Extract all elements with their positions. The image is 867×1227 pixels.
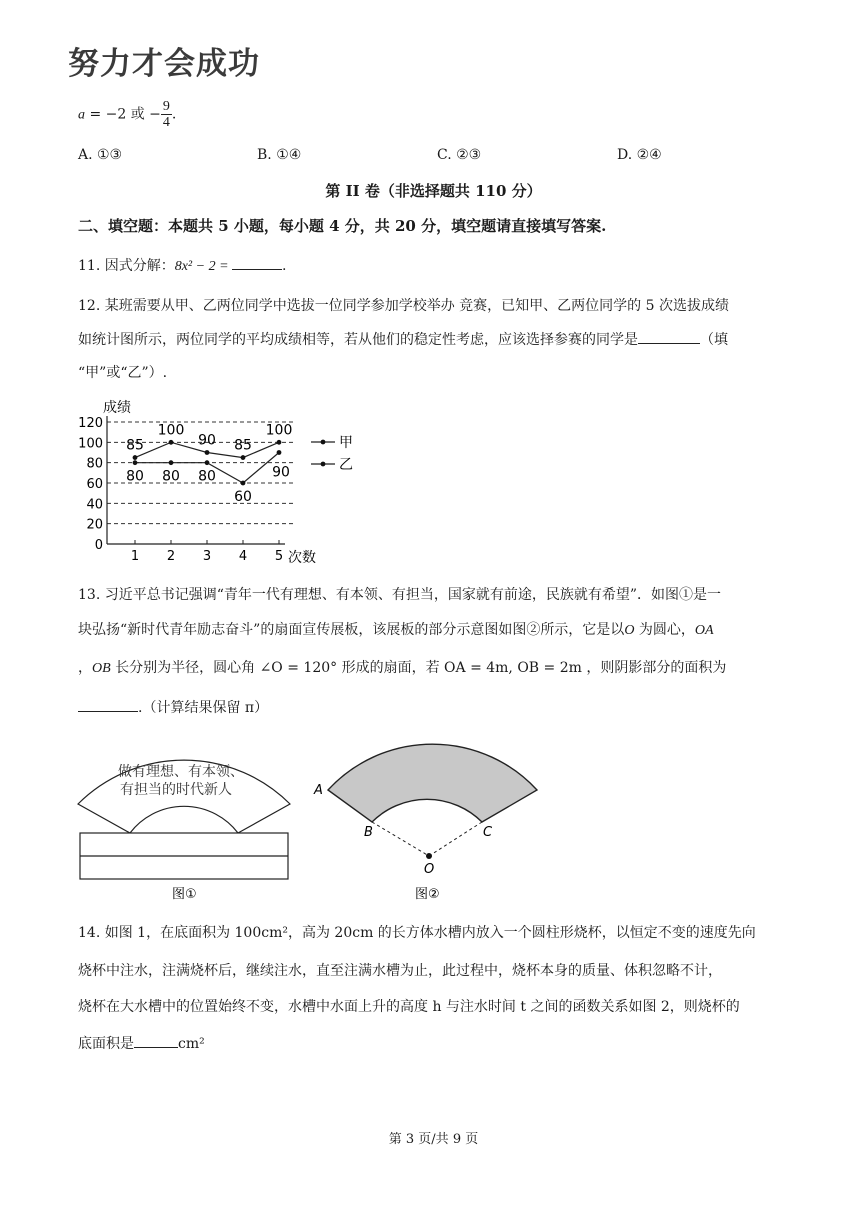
y-tick-label: 40	[86, 497, 103, 513]
y-tick-label: 0	[94, 538, 103, 553]
data-point	[133, 455, 138, 460]
fan-slogan-line2: 有担当的时代新人	[120, 782, 232, 798]
option-a: A. ①③	[78, 147, 123, 163]
part2-title: 第 II 卷（非选择题共 110 分）	[325, 182, 542, 200]
dashed-ob	[372, 822, 429, 856]
q13-line4-text: .（计算结果保留 π）	[138, 700, 269, 716]
data-point	[169, 440, 174, 445]
x-tick-label: 3	[202, 549, 212, 564]
answer-line	[78, 99, 176, 130]
data-label: 80	[162, 468, 180, 485]
y-tick-label: 60	[86, 477, 103, 492]
x-tick-label: 2	[166, 549, 176, 564]
dashed-oc	[429, 822, 482, 856]
score-line-chart	[78, 394, 375, 566]
q13-var-ob: OB	[92, 661, 111, 676]
chart-ylabel: 成绩	[103, 400, 131, 416]
q14-unit: cm²	[178, 1036, 205, 1052]
data-label: 85	[234, 437, 252, 454]
answer-var: a	[78, 107, 85, 123]
q11-expression: 8x² − 2 =	[174, 259, 233, 274]
figure-2-caption: 图②	[415, 887, 440, 902]
q14-line3: 烧杯在大水槽中的位置始终不变，水槽中水面上升的高度 h 与注水时间 t 之间的函数关系如图 2，则烧杯的	[78, 999, 740, 1015]
y-tick-label: 80	[86, 456, 103, 472]
chart-xlabel: 次数	[288, 550, 316, 566]
q14-line1: 14. 如图 1，在底面积为 100cm²，高为 20cm 的长方体水槽内放入一个圆柱形烧杯，以恒定不变的速度先向	[78, 925, 756, 941]
q14-line2: 烧杯中注水，注满烧杯后，继续注水，直至注满水槽为止，此过程中，烧杯本身的质量、体积忽略不计，	[78, 963, 722, 979]
fraction-numerator: 9	[162, 99, 170, 114]
section2-heading: 二、填空题：本题共 5 小题，每小题 4 分，共 20 分，填空题请直接填写答案.	[78, 217, 607, 235]
data-label: 80	[126, 468, 144, 485]
q12-line1: 12. 某班需要从甲、乙两位同学中选拔一位同学参加学校举办 竞赛，已知甲、乙两位同学的 5 次选拔成绩	[78, 298, 729, 314]
q14-line4	[78, 1033, 205, 1054]
q13-line4	[78, 697, 268, 718]
data-point	[169, 460, 174, 465]
chart-legend	[311, 435, 353, 473]
data-point	[277, 450, 282, 455]
fraction-denominator: 4	[162, 115, 170, 130]
chart-y-ticks	[78, 416, 103, 553]
q12-line2	[78, 329, 728, 350]
y-tick-label: 20	[86, 517, 103, 533]
figure-1-fan-board	[76, 742, 292, 902]
label-o: O	[424, 862, 435, 877]
q13-line1: 13. 习近平总书记强调“青年一代有理想、有本领、有担当，国家就有前途，民族就有希望”．如图①是一	[78, 587, 722, 603]
q13-var-o: O	[624, 623, 635, 638]
q12-line3: “甲”或“乙”）.	[78, 365, 168, 381]
legend-marker	[321, 462, 326, 467]
data-label: 100	[265, 422, 293, 439]
option-c: C. ②③	[437, 147, 482, 163]
x-tick-label: 5	[274, 549, 284, 564]
q14-line4-text: 底面积是	[78, 1036, 134, 1052]
shaded-annulus-sector	[328, 744, 537, 822]
data-point	[277, 440, 282, 445]
q13-var-oa: OA	[694, 623, 714, 638]
answer-eq: = −2 或 −	[85, 106, 161, 123]
y-tick-label: 100	[78, 436, 103, 452]
chart-series	[126, 422, 292, 505]
data-label: 85	[126, 437, 144, 454]
q12-line2-end: （填	[700, 332, 728, 348]
data-point	[133, 460, 138, 465]
q13-line3-start: ，	[78, 660, 92, 676]
q13-line2-text: 块弘扬“新时代青年励志奋斗”的扇面宣传展板，该展板的部分示意图如图②所示，它是以	[78, 622, 625, 638]
data-label: 90	[198, 432, 216, 449]
q13-line3	[78, 658, 726, 679]
q11-label: 11. 因式分解：	[78, 258, 175, 274]
label-a: A	[314, 783, 323, 798]
label-c: C	[483, 825, 493, 840]
q12-line2-text: 如统计图所示，两位同学的平均成绩相等，若从他们的稳定性考虑，应该选择参赛的同学是	[78, 332, 638, 348]
figure-2-sector-diagram	[305, 742, 550, 902]
y-tick-label: 120	[78, 416, 103, 431]
q14-answer-blank	[134, 1033, 178, 1048]
data-label: 90	[272, 464, 290, 481]
data-point	[205, 460, 210, 465]
q13-line2-mid: 为圆心，	[634, 622, 695, 638]
data-label: 100	[157, 422, 185, 439]
data-point	[241, 481, 246, 486]
legend-marker	[321, 440, 326, 445]
answer-fraction	[161, 99, 172, 130]
q13-line2	[78, 620, 714, 641]
label-b: B	[364, 825, 373, 840]
watermark-text: 努力才会成功	[68, 46, 260, 82]
option-b: B. ①④	[257, 147, 302, 163]
q13-line3-text: 长分别为半径，圆心角 ∠O = 120° 形成的扇面，若 OA = 4m, OB = 2m ，则阴影部分的面积为	[110, 660, 727, 676]
q11-end: .	[282, 258, 287, 274]
q12-answer-blank	[638, 329, 700, 344]
center-point-o	[426, 853, 432, 859]
fan-slogan-line1: 做有理想、有本领、	[118, 764, 244, 780]
q13-answer-blank	[78, 697, 138, 712]
q11-answer-blank	[232, 255, 282, 270]
x-tick-label: 1	[130, 549, 140, 564]
data-label: 60	[234, 489, 252, 505]
figure-1-caption: 图①	[172, 887, 197, 902]
data-label: 80	[198, 468, 216, 485]
option-d: D. ②④	[617, 147, 662, 163]
data-point	[205, 450, 210, 455]
x-tick-label: 4	[238, 549, 248, 564]
page-footer: 第 3 页/共 9 页	[388, 1132, 479, 1147]
question-11	[78, 255, 286, 277]
legend-label: 乙	[339, 457, 353, 473]
data-point	[241, 455, 246, 460]
legend-label: 甲	[339, 435, 353, 451]
answer-suffix: .	[171, 106, 177, 123]
